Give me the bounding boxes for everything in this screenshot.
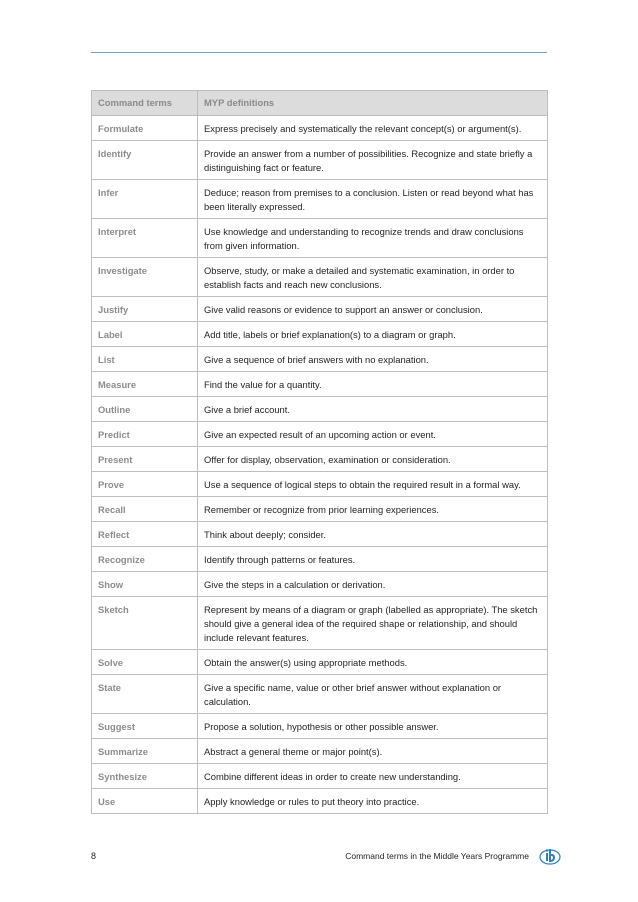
term-definition: Deduce; reason from premises to a conclusion. Listen or read beyond what has been literally expressed. — [198, 180, 548, 219]
top-rule — [91, 52, 547, 53]
term-definition: Use knowledge and understanding to recognize trends and draw conclusions from given information. — [198, 219, 548, 258]
command-term: Identify — [92, 141, 198, 180]
term-definition: Combine different ideas in order to create new understanding. — [198, 764, 548, 789]
term-definition: Think about deeply; consider. — [198, 522, 548, 547]
page-number: 8 — [91, 851, 97, 861]
command-term: Outline — [92, 397, 198, 422]
command-term: Formulate — [92, 116, 198, 141]
table-row — [92, 497, 548, 522]
term-definition: Give a specific name, value or other brief answer without explanation or calculation. — [198, 675, 548, 714]
table-row — [92, 422, 548, 447]
command-term: Justify — [92, 297, 198, 322]
command-term: State — [92, 675, 198, 714]
command-term: Recall — [92, 497, 198, 522]
command-terms-table — [91, 90, 548, 814]
term-definition: Give valid reasons or evidence to support an answer or conclusion. — [198, 297, 548, 322]
term-definition: Apply knowledge or rules to put theory into practice. — [198, 789, 548, 814]
command-term: Synthesize — [92, 764, 198, 789]
command-term: List — [92, 347, 198, 372]
term-definition: Add title, labels or brief explanation(s) to a diagram or graph. — [198, 322, 548, 347]
term-definition: Give an expected result of an upcoming action or event. — [198, 422, 548, 447]
term-definition: Find the value for a quantity. — [198, 372, 548, 397]
command-term: Label — [92, 322, 198, 347]
table-row — [92, 372, 548, 397]
term-definition: Provide an answer from a number of possibilities. Recognize and state briefly a distinguishing fact or feature. — [198, 141, 548, 180]
command-term: Reflect — [92, 522, 198, 547]
term-definition: Represent by means of a diagram or graph (labelled as appropriate). The sketch should give a general idea of the required shape or relationship, and should include relevant features. — [198, 597, 548, 650]
page-footer — [91, 847, 561, 867]
table-row — [92, 141, 548, 180]
term-definition: Give a sequence of brief answers with no explanation. — [198, 347, 548, 372]
table-row — [92, 297, 548, 322]
command-term: Predict — [92, 422, 198, 447]
table-row — [92, 675, 548, 714]
table-row — [92, 219, 548, 258]
table-row — [92, 714, 548, 739]
term-definition: Give the steps in a calculation or derivation. — [198, 572, 548, 597]
table-row — [92, 572, 548, 597]
footer-title: Command terms in the Middle Years Programme — [345, 851, 529, 861]
table-row — [92, 597, 548, 650]
table-row — [92, 258, 548, 297]
ib-logo-icon — [539, 847, 561, 865]
command-term: Infer — [92, 180, 198, 219]
term-definition: Identify through patterns or features. — [198, 547, 548, 572]
table-row — [92, 472, 548, 497]
table-row — [92, 347, 548, 372]
table-row — [92, 447, 548, 472]
command-term: Interpret — [92, 219, 198, 258]
table-row — [92, 739, 548, 764]
table-header-row — [92, 91, 548, 116]
term-definition: Remember or recognize from prior learning experiences. — [198, 497, 548, 522]
command-term: Sketch — [92, 597, 198, 650]
term-definition: Abstract a general theme or major point(s). — [198, 739, 548, 764]
table-row — [92, 650, 548, 675]
command-term: Prove — [92, 472, 198, 497]
command-term: Solve — [92, 650, 198, 675]
term-definition: Obtain the answer(s) using appropriate methods. — [198, 650, 548, 675]
command-term: Investigate — [92, 258, 198, 297]
table-body — [92, 116, 548, 814]
table-row — [92, 180, 548, 219]
table-row — [92, 116, 548, 141]
term-definition: Observe, study, or make a detailed and systematic examination, in order to establish facts and reach new conclusions. — [198, 258, 548, 297]
command-term: Use — [92, 789, 198, 814]
term-definition: Express precisely and systematically the relevant concept(s) or argument(s). — [198, 116, 548, 141]
table-row — [92, 789, 548, 814]
column-header-definition: MYP definitions — [198, 91, 548, 116]
command-term: Show — [92, 572, 198, 597]
table-row — [92, 547, 548, 572]
command-term: Suggest — [92, 714, 198, 739]
table-row — [92, 397, 548, 422]
command-term: Summarize — [92, 739, 198, 764]
term-definition: Give a brief account. — [198, 397, 548, 422]
term-definition: Propose a solution, hypothesis or other possible answer. — [198, 714, 548, 739]
command-term: Recognize — [92, 547, 198, 572]
command-term: Measure — [92, 372, 198, 397]
term-definition: Use a sequence of logical steps to obtain the required result in a formal way. — [198, 472, 548, 497]
column-header-term: Command terms — [92, 91, 198, 116]
term-definition: Offer for display, observation, examination or consideration. — [198, 447, 548, 472]
command-term: Present — [92, 447, 198, 472]
table-row — [92, 764, 548, 789]
table-row — [92, 522, 548, 547]
table-row — [92, 322, 548, 347]
